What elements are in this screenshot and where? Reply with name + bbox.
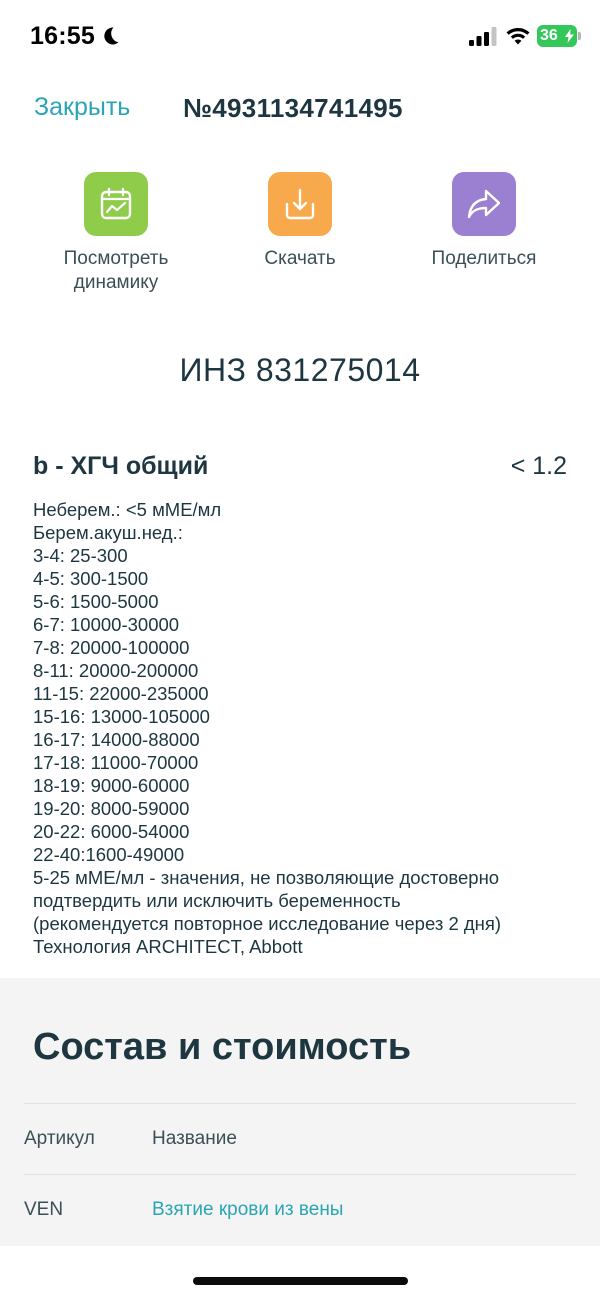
reference-line: 7-8: 20000-100000: [33, 637, 190, 658]
column-header-article: Артикул: [24, 1128, 95, 1149]
reference-ranges: [33, 498, 573, 958]
divider: [24, 1103, 576, 1104]
reference-line: Неберем.: <5 мМЕ/мл: [33, 499, 222, 520]
result-value: < 1.2: [510, 452, 567, 480]
share-button[interactable]: [384, 172, 584, 271]
share-tile[interactable]: [452, 172, 516, 236]
download-label: Скачать: [264, 248, 336, 269]
reference-line: 18-19: 9000-60000: [33, 775, 190, 796]
reference-line: 8-11: 20000-200000: [33, 660, 199, 681]
reference-line: Берем.акуш.нед.:: [33, 522, 183, 543]
view-dynamics-button[interactable]: [16, 172, 216, 295]
order-number: №4931134741495: [183, 93, 403, 123]
reference-line: 22-40:1600-49000: [33, 844, 185, 865]
reference-line: 16-17: 14000-88000: [33, 729, 200, 750]
divider: [24, 1174, 576, 1175]
reference-line: 15-16: 13000-105000: [33, 706, 210, 727]
view-dynamics-label: Посмотреть динамику: [63, 248, 169, 293]
download-icon: [283, 187, 317, 221]
bolt-icon: [565, 29, 574, 43]
close-button[interactable]: Закрыть: [34, 93, 131, 121]
test-code: ИНЗ 831275014: [179, 352, 421, 388]
download-button[interactable]: [200, 172, 400, 271]
cellular-signal-icon: [469, 27, 497, 46]
home-indicator[interactable]: [193, 1277, 408, 1285]
wifi-icon: [505, 25, 531, 46]
row-service-link[interactable]: Взятие крови из вены: [152, 1199, 344, 1220]
status-bar: [0, 0, 600, 72]
share-arrow-icon: [466, 187, 502, 221]
row-article: VEN: [24, 1199, 64, 1220]
result-name: b - ХГЧ общий: [33, 452, 209, 480]
column-header-name: Название: [152, 1128, 237, 1149]
reference-line: 6-7: 10000-30000: [33, 614, 180, 635]
battery-level: 36: [540, 27, 558, 44]
reference-line: подтвердить или исключить беременность: [33, 890, 401, 911]
reference-line: Технология ARCHITECT, Abbott: [33, 936, 303, 957]
battery-charging-icon: [537, 25, 577, 47]
reference-line: 5-25 мМЕ/мл - значения, не позволяющие достоверно: [33, 867, 500, 888]
composition-section: [0, 978, 600, 1246]
moon-icon: [99, 25, 121, 47]
status-time: 16:55: [30, 22, 95, 50]
composition-title: Состав и стоимость: [33, 1026, 412, 1068]
reference-line: 11-15: 22000-235000: [33, 683, 209, 704]
reference-line: (рекомендуется повторное исследование через 2 дня): [33, 913, 502, 934]
calendar-chart-icon: [99, 187, 133, 221]
reference-line: 5-6: 1500-5000: [33, 591, 159, 612]
reference-line: 20-22: 6000-54000: [33, 821, 190, 842]
download-tile[interactable]: [268, 172, 332, 236]
reference-line: 19-20: 8000-59000: [33, 798, 190, 819]
reference-line: 17-18: 11000-70000: [33, 752, 199, 773]
view-dynamics-tile[interactable]: [84, 172, 148, 236]
reference-line: 4-5: 300-1500: [33, 568, 149, 589]
share-label: Поделиться: [431, 248, 537, 269]
reference-line: 3-4: 25-300: [33, 545, 128, 566]
battery-cap: [578, 32, 581, 40]
